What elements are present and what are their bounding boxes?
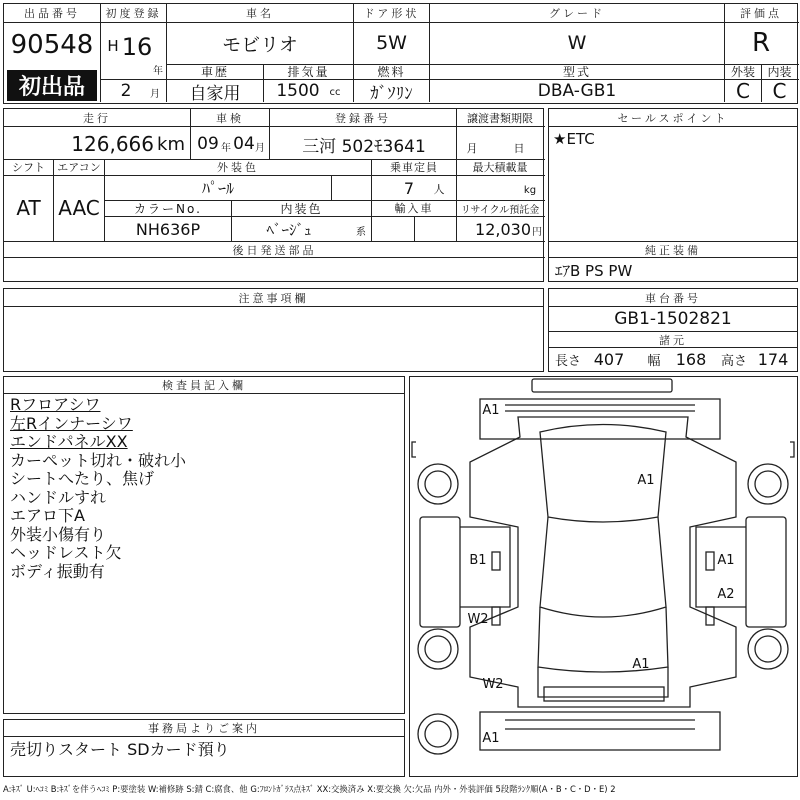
mileage: 126,666 xyxy=(71,132,154,156)
note-line: Rフロアシワ xyxy=(10,395,101,414)
score-label: 評価点 xyxy=(740,7,782,20)
recycle-label: リサイクル預託金 xyxy=(460,204,540,216)
chassis-label: 車台番号 xyxy=(645,291,701,305)
office-section xyxy=(3,719,405,777)
fuel: ｶﾞｿﾘﾝ xyxy=(370,83,413,102)
inspection-month-unit: 月 xyxy=(255,142,265,154)
damage-mark: W2 xyxy=(482,676,504,692)
length-label: 長さ xyxy=(554,353,581,369)
damage-mark: A1 xyxy=(482,402,500,418)
note-line: 外装小傷有り xyxy=(10,524,107,544)
note-line: エアロ下A xyxy=(10,506,85,525)
exterior-label: 外装 xyxy=(730,65,755,79)
color-no-label: カラーNo. xyxy=(134,201,202,216)
damage-mark: A1 xyxy=(482,730,500,746)
equipment: ｴｱB PS PW xyxy=(555,261,633,280)
damage-mark: W2 xyxy=(467,611,489,627)
displacement: 1500 xyxy=(276,81,320,101)
note-line: カーペット切れ・破れ小 xyxy=(10,450,187,470)
header-section xyxy=(3,3,798,104)
note-line: 左Rインナーシワ xyxy=(10,413,133,433)
inspection-year-unit: 年 xyxy=(221,142,231,154)
load-label: 最大積載量 xyxy=(472,161,528,174)
shift-label: シフト xyxy=(12,161,45,174)
first-listing-badge: 初出品 xyxy=(7,70,97,101)
plate-number: 三河 502ﾓ3641 xyxy=(302,136,426,157)
note-line: エンドパネルXX xyxy=(10,432,128,451)
car-outline xyxy=(410,377,797,776)
legend: A:ｷｽﾞ U:ﾍｺﾐ B:ｷｽﾞを伴うﾍｺﾐ P:要塗装 W:補修跡 S:錆 C:腐食、他 G:ﾌﾛﾝﾄｶﾞﾗｽ点ｷｽﾞ XX:交換済み X:要交換 欠:欠品 内外・外装評価 5段階ﾗﾝｸ順(A・B・C・D・E) 2 xyxy=(3,784,616,794)
height-label: 高さ xyxy=(720,353,747,369)
fuel-label: 燃料 xyxy=(377,65,406,79)
ext-color: ﾊﾟｰﾙ xyxy=(201,179,234,198)
caution-label: 注意事項欄 xyxy=(238,291,309,305)
reg-year: 16 xyxy=(121,33,153,61)
grade-label: グレード xyxy=(549,7,605,20)
damage-diagram xyxy=(409,376,798,777)
lot-no: 90548 xyxy=(10,30,94,60)
damage-mark: A1 xyxy=(717,552,735,568)
transfer-day: 日 xyxy=(513,142,525,155)
ac-type: AAC xyxy=(58,196,100,220)
sales-point-label: セールスポイント xyxy=(617,111,729,125)
damage-mark: A2 xyxy=(717,586,735,602)
damage-mark: A1 xyxy=(632,656,650,672)
reg-month-unit: 月 xyxy=(150,88,160,99)
interior-grade: C xyxy=(772,79,787,102)
color-no: NH636P xyxy=(135,219,201,239)
model-code: DBA-GB1 xyxy=(537,81,617,101)
later-parts-label: 後日発送部品 xyxy=(232,243,317,257)
inspector-section xyxy=(3,376,405,714)
details-section xyxy=(3,108,544,282)
chassis-section xyxy=(548,288,798,372)
note-line: シートへたり、焦げ xyxy=(10,469,155,488)
interior-label: 内装 xyxy=(767,65,792,79)
ac-label: エアコン xyxy=(57,161,101,174)
width: 168 xyxy=(675,349,707,369)
inspector-notes xyxy=(10,396,400,581)
inspection-year: 09 xyxy=(197,134,219,154)
damage-mark: B1 xyxy=(469,552,487,568)
reg-year-unit: 年 xyxy=(153,65,163,76)
caution-section xyxy=(3,288,544,372)
int-color-label: 内装色 xyxy=(280,201,323,216)
door-type: 5W xyxy=(376,32,407,54)
note-line: ヘッドレスト欠 xyxy=(10,543,122,562)
recycle-deposit: 12,030 xyxy=(475,219,531,239)
capacity: 7 xyxy=(403,178,415,198)
load-unit: kg xyxy=(523,184,537,196)
exterior-grade: C xyxy=(736,79,750,102)
inspection-label: 車検 xyxy=(216,111,244,125)
displacement-label: 排気量 xyxy=(287,65,330,79)
dims-label: 諸元 xyxy=(659,333,687,347)
sales-point: ★ETC xyxy=(553,130,595,148)
office-label: 事務局よりご案内 xyxy=(148,722,260,735)
note-line: ボディ振動有 xyxy=(10,561,105,581)
model-label: 型式 xyxy=(562,65,591,79)
office-note: 売切りスタート SDカード預り xyxy=(10,739,230,759)
capacity-label: 乗車定員 xyxy=(390,161,438,174)
first-reg-label: 初度登録 xyxy=(105,7,162,20)
era: H xyxy=(107,37,119,55)
score: R xyxy=(751,28,771,58)
lot-no-label: 出品番号 xyxy=(24,7,80,20)
transfer-label: 譲渡書類期限 xyxy=(467,111,533,125)
length: 407 xyxy=(593,349,625,369)
width-label: 幅 xyxy=(647,353,661,369)
note-line: ハンドルすれ xyxy=(10,487,107,507)
car-name: モビリオ xyxy=(222,33,298,56)
equipment-label: 純正装備 xyxy=(645,243,701,257)
chassis-number: GB1-1502821 xyxy=(614,309,732,329)
plate-label: 登録番号 xyxy=(335,111,391,125)
sales-section xyxy=(548,108,798,282)
int-color-unit: 系 xyxy=(356,226,366,238)
ext-color-label: 外装色 xyxy=(217,161,259,174)
reg-month: 2 xyxy=(120,81,132,101)
displacement-unit: cc xyxy=(329,86,341,98)
recycle-unit: 円 xyxy=(532,226,542,238)
transfer-month: 月 xyxy=(466,142,478,155)
damage-mark: A1 xyxy=(637,472,655,488)
capacity-unit: 人 xyxy=(433,183,445,196)
mileage-label: 走行 xyxy=(83,111,111,125)
history: 自家用 xyxy=(189,83,241,102)
inspector-label: 検査員記入欄 xyxy=(162,379,246,392)
car-name-label: 車名 xyxy=(246,7,274,20)
mileage-unit: km xyxy=(157,133,185,155)
inspection-month: 04 xyxy=(233,134,255,154)
shift: AT xyxy=(16,196,41,220)
door-label: ドア形状 xyxy=(363,7,420,20)
grade: W xyxy=(567,32,587,54)
height: 174 xyxy=(757,349,789,369)
history-label: 車歴 xyxy=(200,65,229,79)
import-label: 輸入車 xyxy=(394,202,434,215)
int-color: ﾍﾞｰｼﾞｭ xyxy=(266,220,312,239)
